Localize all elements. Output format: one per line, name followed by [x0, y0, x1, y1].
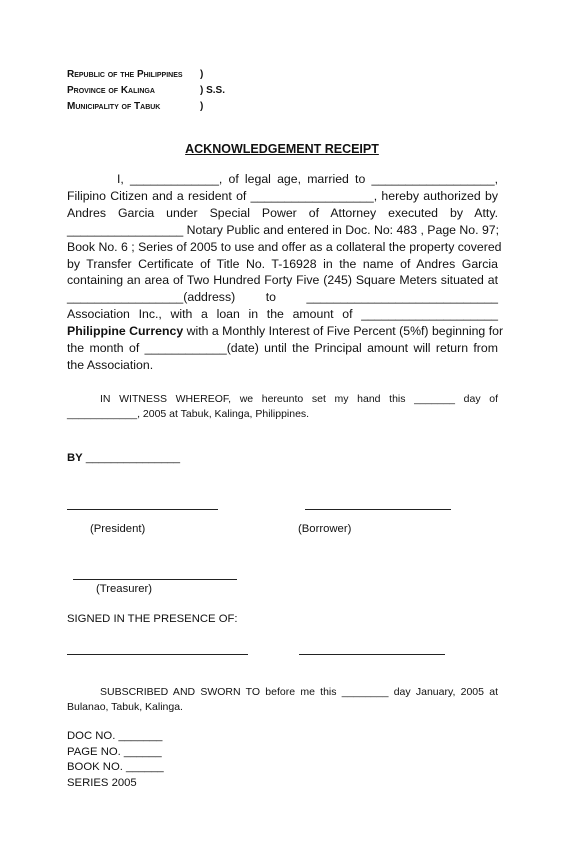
page-no: PAGE NO. ______: [67, 745, 162, 758]
body-line: Association Inc., with a loan in the amount of ____________________: [67, 307, 498, 322]
venue-country: Republic of the Philippines: [67, 69, 183, 80]
venue-block: [67, 67, 267, 115]
body-line: _________________(address) to ____________________________: [67, 290, 498, 305]
witness-paragraph: [67, 392, 498, 421]
body-line: the Association.: [67, 357, 154, 372]
body-line: Book No. 6 ; Series of 2005 to use and offer as a collateral the property covered: [67, 239, 502, 254]
document-title: ACKNOWLEDGEMENT RECEIPT: [185, 142, 379, 156]
body-paragraph: [67, 171, 504, 374]
sworn-paragraph: [67, 685, 498, 714]
body-line: Filipino Citizen and a resident of __________________, hereby authorized by: [67, 188, 498, 203]
doc-no: DOC NO. _______: [67, 730, 163, 742]
by-blank: _______________: [85, 452, 181, 464]
sworn-line: Bulanao, Tabuk, Kalinga.: [67, 700, 183, 713]
witness-line: IN WITNESS WHEREOF, we hereunto set my hand this _______ day of: [100, 393, 498, 405]
sworn-line: SUBSCRIBED AND SWORN TO before me this ________ day January, 2005 at: [100, 686, 498, 698]
witness-signature-line-2: [299, 654, 445, 655]
book-no: BOOK NO. ______: [67, 761, 164, 773]
body-line: Andres Garcia under Special Power of Attorney executed by Atty.: [67, 205, 498, 220]
series: SERIES 2005: [67, 776, 137, 789]
body-line: I, _____________, of legal age, married to __________________,: [117, 172, 498, 186]
witness-line: ____________, 2005 at Tabuk, Kalinga, Philippines.: [67, 407, 310, 420]
currency-emphasis: Philippine Currency: [67, 324, 184, 339]
president-label: (President): [90, 523, 146, 535]
body-line: _________________ Notary Public and entered in Doc. No: 483 , Page No. 97;: [67, 222, 500, 237]
treasurer-label: (Treasurer): [96, 583, 153, 595]
venue-province: Province of Kalinga: [67, 85, 155, 96]
body-line: Philippine Currency with a Monthly Interest of Five Percent (5%f) beginning for: [67, 324, 504, 339]
venue-paren-2: ) S.S.: [200, 85, 226, 96]
president-signature-line: [67, 509, 218, 510]
borrower-signature-line: [305, 509, 451, 510]
presence-heading: SIGNED IN THE PRESENCE OF:: [67, 613, 238, 625]
body-line: the month of ____________(date) until the Principal amount will return from: [67, 341, 498, 356]
doc-numbers-block: [67, 729, 164, 791]
by-label: BY: [67, 452, 83, 464]
venue-paren-1: ): [200, 69, 204, 80]
body-line: containing an area of Two Hundred Forty Five (245) Square Meters situated at: [67, 273, 498, 288]
body-line: by Transfer Certificate of Title No. T-16928 in the name of Andres Garcia: [67, 256, 498, 271]
treasurer-signature-line: [73, 579, 237, 580]
venue-paren-3: ): [200, 101, 204, 112]
borrower-label: (Borrower): [298, 523, 352, 535]
venue-municipality: Municipality of Tabuk: [67, 101, 161, 112]
witness-signature-line-1: [67, 654, 248, 655]
by-row: [67, 452, 180, 464]
